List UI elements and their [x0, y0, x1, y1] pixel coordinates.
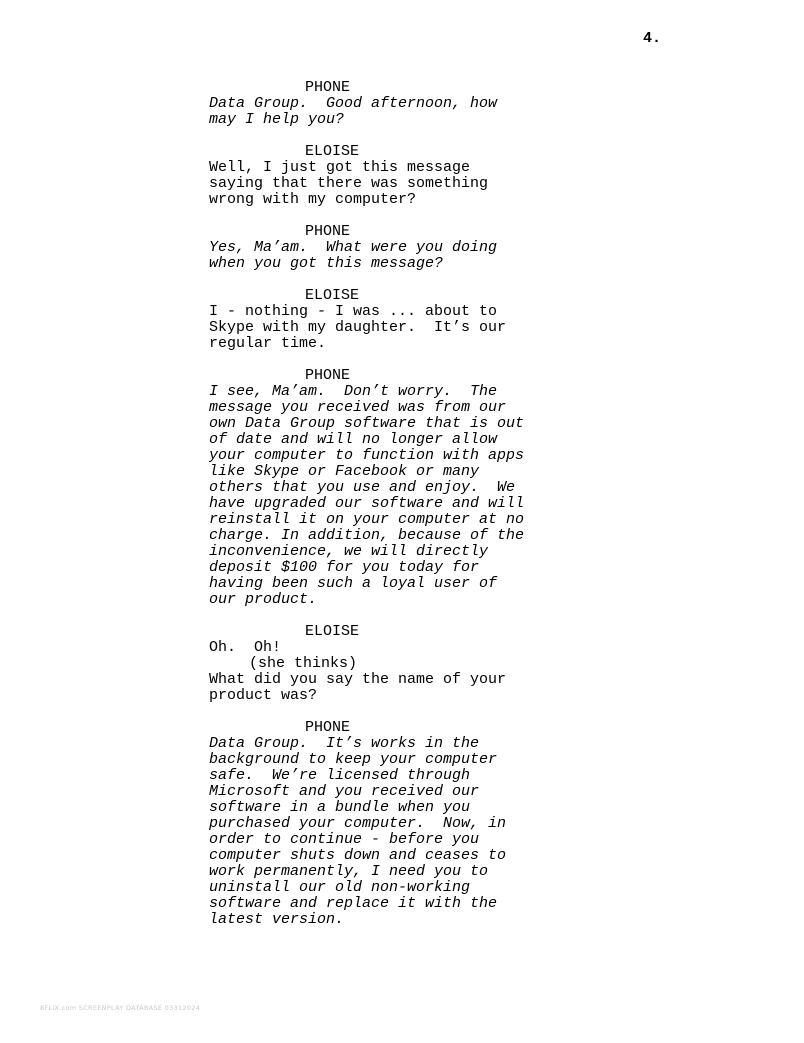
- dialogue-line: product was?: [209, 687, 318, 704]
- page-number: 4.: [643, 30, 662, 47]
- dialogue-line: own Data Group software that is out: [209, 415, 525, 432]
- dialogue-line: uninstall our old non-working: [209, 879, 471, 896]
- dialogue-line: charge. In addition, because of the: [209, 527, 525, 544]
- character-name: ELOISE: [305, 287, 360, 304]
- dialogue-line: safe. We’re licensed through: [209, 767, 471, 784]
- dialogue-line: order to continue - before you: [209, 831, 480, 848]
- dialogue-line: background to keep your computer: [209, 751, 498, 768]
- screenplay-body: [209, 80, 549, 944]
- dialogue-line: software and replace it with the: [209, 895, 498, 912]
- dialogue-block: [209, 368, 549, 608]
- dialogue-line: saying that there was something: [209, 175, 489, 192]
- dialogue-line: Skype with my daughter. It’s our: [209, 319, 507, 336]
- character-name: PHONE: [305, 79, 351, 96]
- dialogue-line: inconvenience, we will directly: [209, 543, 489, 560]
- character-name: ELOISE: [305, 143, 360, 160]
- dialogue-line: wrong with my computer?: [209, 191, 417, 208]
- dialogue-line: your computer to function with apps: [209, 447, 525, 464]
- dialogue-line: Data Group. It’s works in the: [209, 735, 480, 752]
- character-name: PHONE: [305, 719, 351, 736]
- dialogue-line: deposit $100 for you today for: [209, 559, 480, 576]
- dialogue-line: others that you use and enjoy. We: [209, 479, 516, 496]
- dialogue-line: Yes, Ma’am. What were you doing: [209, 239, 498, 256]
- dialogue-line: of date and will no longer allow: [209, 431, 498, 448]
- dialogue-block: [209, 80, 549, 128]
- parenthetical: (she thinks): [249, 655, 358, 672]
- dialogue-line: purchased your computer. Now, in: [209, 815, 507, 832]
- dialogue-line: message you received was from our: [209, 399, 507, 416]
- dialogue-line: software in a bundle when you: [209, 799, 471, 816]
- dialogue-line: reinstall it on your computer at no: [209, 511, 525, 528]
- dialogue-block: [209, 288, 549, 352]
- dialogue-line: computer shuts down and ceases to: [209, 847, 507, 864]
- dialogue-block: [209, 144, 549, 208]
- dialogue-block: [209, 720, 549, 928]
- dialogue-line: like Skype or Facebook or many: [209, 463, 480, 480]
- character-name: ELOISE: [305, 623, 360, 640]
- dialogue-line: Data Group. Good afternoon, how: [209, 95, 498, 112]
- dialogue-block: [209, 624, 549, 704]
- dialogue-line: I - nothing - I was ... about to: [209, 303, 498, 320]
- dialogue-line: latest version.: [209, 911, 345, 928]
- dialogue-line: our product.: [209, 591, 318, 608]
- dialogue-line: I see, Ma’am. Don’t worry. The: [209, 383, 498, 400]
- dialogue-line: have upgraded our software and will: [209, 495, 525, 512]
- character-name: PHONE: [305, 223, 351, 240]
- dialogue-line: What did you say the name of your: [209, 671, 507, 688]
- dialogue-line: may I help you?: [209, 111, 345, 128]
- dialogue-line: Microsoft and you received our: [209, 783, 480, 800]
- dialogue-line: work permanently, I need you to: [209, 863, 489, 880]
- dialogue-line: Oh. Oh!: [209, 639, 282, 656]
- dialogue-line: having been such a loyal user of: [209, 575, 498, 592]
- dialogue-line: regular time.: [209, 335, 327, 352]
- dialogue-block: [209, 224, 549, 272]
- dialogue-line: Well, I just got this message: [209, 159, 471, 176]
- character-name: PHONE: [305, 367, 351, 384]
- dialogue-line: when you got this message?: [209, 255, 444, 272]
- watermark: 8FLiX.com SCREENPLAY DATABASE 03312024: [40, 1004, 201, 1012]
